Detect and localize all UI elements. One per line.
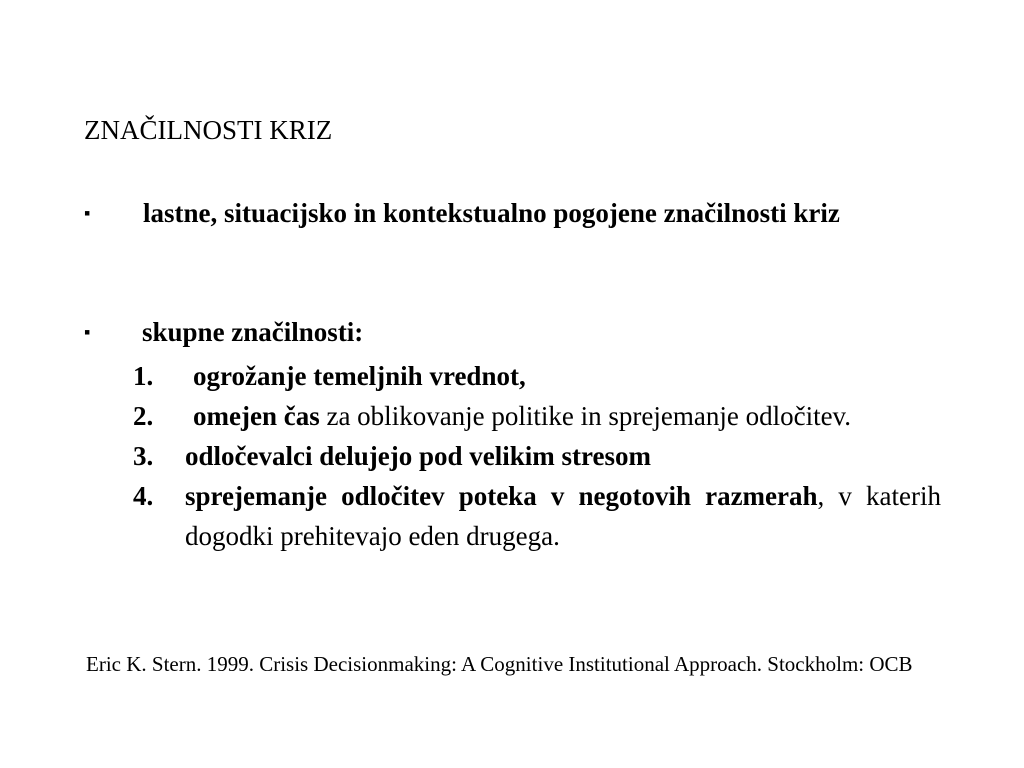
list-item-text	[185, 401, 851, 431]
citation: Eric K. Stern. 1999. Crisis Decisionmaking: A Cognitive Institutional Approach. Stockholm: OCB	[86, 652, 913, 676]
list-item	[133, 436, 941, 476]
bullet-text: lastne, situacijsko in kontekstualno pogojene značilnosti kriz	[143, 198, 840, 228]
list-item-emphasis: odločevalci delujejo pod velikim stresom	[185, 441, 651, 471]
bullet-item	[84, 193, 941, 273]
numbered-list	[133, 356, 941, 556]
list-item-text	[185, 361, 526, 391]
list-item-emphasis: ogrožanje temeljnih vrednot,	[193, 361, 526, 391]
slide-title: ZNAČILNOSTI KRIZ	[84, 115, 333, 145]
bullet-text: skupne značilnosti:	[142, 317, 364, 347]
list-item	[133, 356, 941, 396]
list-item-number: 1.	[133, 361, 154, 391]
square-bullet-icon: ▪	[84, 203, 91, 223]
square-bullet-icon: ▪	[84, 322, 91, 342]
list-item-text	[185, 441, 651, 471]
list-item-number: 3.	[133, 441, 154, 471]
list-item-number: 4.	[133, 481, 154, 511]
list-item-rest: , v katerih dogodki prehitevajo eden drugega.	[185, 481, 941, 551]
list-item	[133, 476, 941, 556]
list-item	[133, 396, 941, 436]
list-item-rest: za oblikovanje politike in sprejemanje odločitev.	[319, 401, 852, 431]
list-item-text	[185, 481, 941, 551]
list-item-number: 2.	[133, 401, 154, 431]
list-item-emphasis: sprejemanje odločitev poteka v negotovih razmerah	[185, 481, 818, 511]
bullet-item	[84, 312, 941, 352]
list-item-emphasis: omejen čas	[193, 401, 320, 431]
